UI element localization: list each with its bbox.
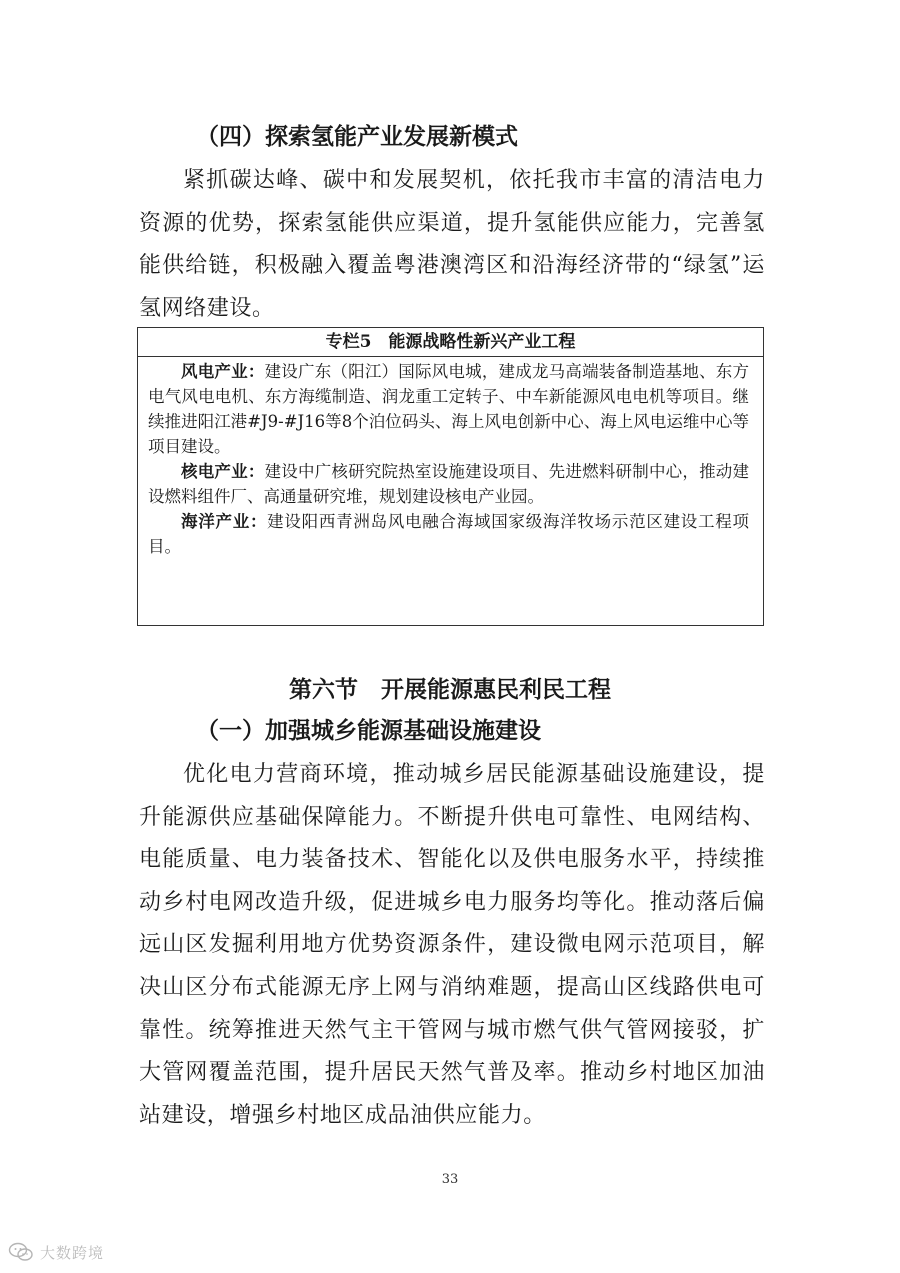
page-number: 33 xyxy=(441,1172,459,1187)
feature-item-marine xyxy=(148,509,749,559)
feature-item-lead: 风电产业： xyxy=(181,362,265,381)
section-4-heading: （四）探索氢能产业发展新模式 xyxy=(196,123,518,150)
section-6-subheading: （一）加强城乡能源基础设施建设 xyxy=(196,717,541,744)
watermark-text: 大数跨境 xyxy=(40,1243,105,1262)
feature-item-lead: 海洋产业： xyxy=(181,512,268,531)
feature-box xyxy=(137,327,764,626)
feature-item-nuclear-power xyxy=(148,459,749,509)
feature-item-lead: 核电产业： xyxy=(181,462,265,481)
feature-box-body xyxy=(138,357,763,559)
section-6-paragraph: 优化电力营商环境，推动城乡居民能源基础设施建设，提升能源供应基础保障能力。不断提升供电可靠性、电网结构、电能质量、电力装备技术、智能化以及供电服务水平，持续推动乡村电网改造升级，促进城乡电力服务均等化。推动落后偏远山区发掘利用地方优势资源条件，建设微电网示范项目，解决山区分布式能源无序上网与消纳难题，提高山区线路供电可靠性。统筹推进天然气主干管网与城市燃气供气管网接驳，扩大管网覆盖范围，提升居民天然气普及率。推动乡村地区加油站建设，增强乡村地区成品油供应能力。 xyxy=(139,762,765,1128)
watermark xyxy=(8,1240,104,1264)
feature-item-text: 建设阳西青洲岛风电融合海域国家级海洋牧场示范区建设工程项目。 xyxy=(148,512,749,556)
feature-box-title: 专栏5 能源战略性新兴产业工程 xyxy=(138,328,763,357)
feature-item-text: 建设中广核研究院热室设施建设项目、先进燃料研制中心，推动建设燃料组件厂、高通量研究堆，规划建设核电产业园。 xyxy=(148,462,750,506)
wechat-brand-icon xyxy=(8,1242,34,1262)
feature-item-wind-power xyxy=(148,359,749,459)
feature-item-text: 建设广东（阳江）国际风电城，建成龙马高端装备制造基地、东方电气风电电机、东方海缆制造、润龙重工定转子、中车新能源风电电机等项目。继续推进阳江港#J9-#J16等8个泊位码头、海上风电创新中心、海上风电运维中心等项目建设。 xyxy=(148,362,750,456)
section-4-paragraph: 紧抓碳达峰、碳中和发展契机，依托我市丰富的清洁电力资源的优势，探索氢能供应渠道，提升氢能供应能力，完善氢能供给链，积极融入覆盖粤港澳湾区和沿海经济带的“绿氢”运氢网络建设。 xyxy=(139,168,765,321)
section-6-title: 第六节 开展能源惠民利民工程 xyxy=(289,676,611,703)
